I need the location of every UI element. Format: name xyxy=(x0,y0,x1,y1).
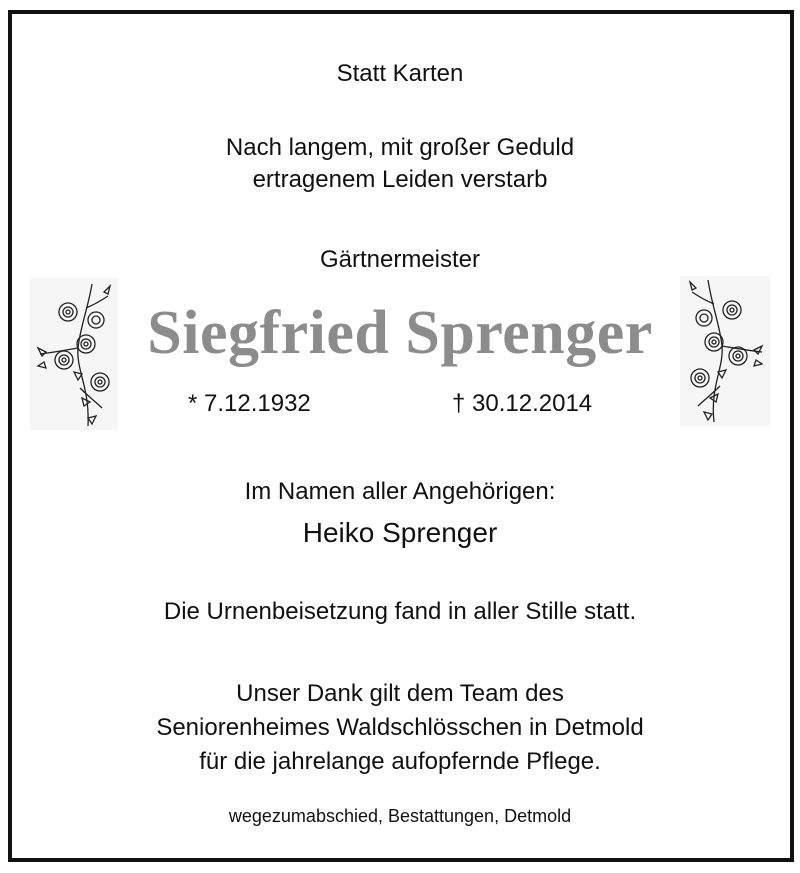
thanks-line-3: für die jahrelange aufopfernde Pflege. xyxy=(199,748,601,775)
intro-line-2: ertragenem Leiden verstarb xyxy=(252,166,548,193)
mourners-intro: Im Namen aller Angehörigen: xyxy=(244,478,556,505)
thanks-line-2: Seniorenheimes Waldschlösschen in Detmold xyxy=(156,714,644,741)
intro-line-1: Nach langem, mit großer Geduld xyxy=(225,134,575,161)
mourner-name: Heiko Sprenger xyxy=(302,517,498,548)
deceased-name: Siegfried Sprenger xyxy=(147,299,653,367)
footer-undertaker: wegezumabschied, Bestattungen, Detmold xyxy=(228,806,572,826)
thanks-line-1: Unser Dank gilt dem Team des xyxy=(236,680,564,707)
header-text: Statt Karten xyxy=(336,60,464,87)
birth-date: * 7.12.1932 xyxy=(188,390,311,417)
profession: Gärtnermeister xyxy=(319,246,481,273)
death-date: † 30.12.2014 xyxy=(452,390,593,417)
burial-note: Die Urnenbeisetzung fand in aller Stille statt. xyxy=(163,598,637,625)
